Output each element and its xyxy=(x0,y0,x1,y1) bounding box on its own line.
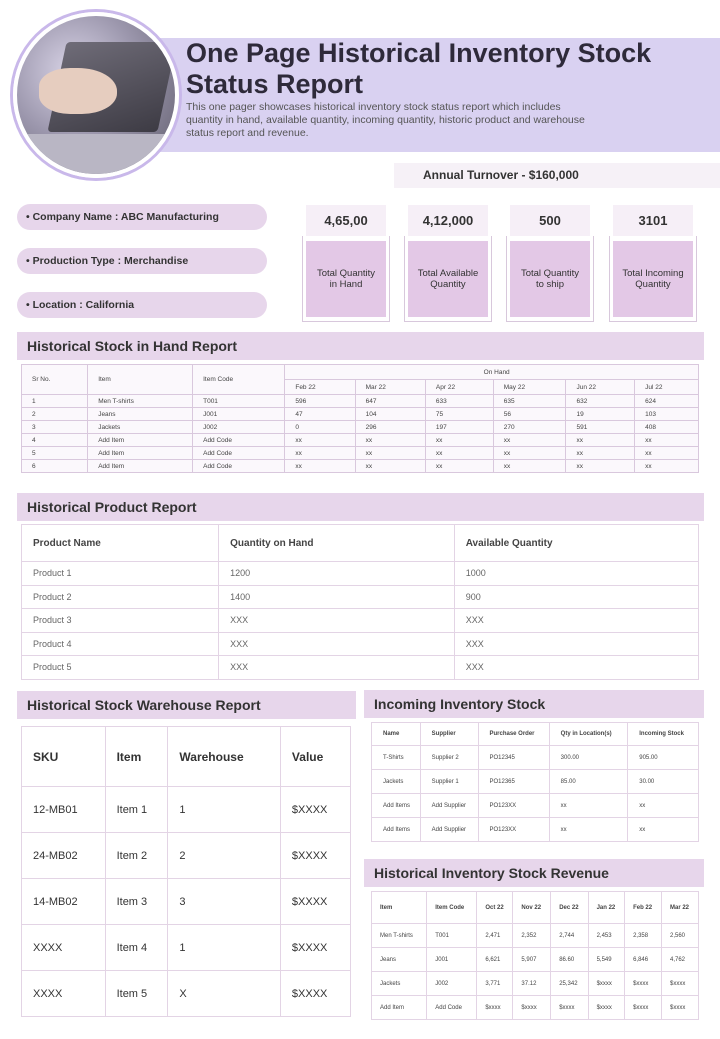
table-header-row xyxy=(372,892,699,924)
page-title: One Page Historical Inventory Stock Status Report xyxy=(186,38,652,99)
table-header: Qty in Location(s) xyxy=(549,723,628,746)
table-cell: Supplier 1 xyxy=(420,770,478,794)
table-cell: 4,762 xyxy=(662,948,699,972)
table-cell: 47 xyxy=(285,408,355,421)
table-cell: xx xyxy=(425,460,493,473)
company-name: Company Name : ABC Manufacturing xyxy=(32,211,219,223)
table-cell: J001 xyxy=(427,948,477,972)
table-header: Mar 22 xyxy=(662,892,699,924)
table-row xyxy=(22,421,699,434)
stat-value: 3101 xyxy=(613,205,693,236)
warehouse-report-table xyxy=(21,726,351,1017)
table-cell: 56 xyxy=(493,408,566,421)
table-header: May 22 xyxy=(493,380,566,395)
table-cell: 6,621 xyxy=(477,948,513,972)
table-cell: Product 3 xyxy=(22,609,219,633)
table-cell: xx xyxy=(493,434,566,447)
table-cell: 4 xyxy=(22,434,88,447)
table-cell: Product 5 xyxy=(22,656,219,680)
table-header: Item xyxy=(88,365,193,395)
table-cell: xx xyxy=(549,794,628,818)
table-cell: 5 xyxy=(22,447,88,460)
stat-card xyxy=(510,205,590,313)
table-cell: 3 xyxy=(168,879,281,925)
table-cell: PO123XX xyxy=(478,794,549,818)
table-cell: Add Supplier xyxy=(420,794,478,818)
table-cell: 86.60 xyxy=(551,948,588,972)
location-pill: • Location : California xyxy=(17,292,267,318)
revenue-table xyxy=(371,891,699,1020)
section-title-revenue: Historical Inventory Stock Revenue xyxy=(364,859,704,887)
table-cell: XXX xyxy=(454,632,698,656)
stat-card xyxy=(408,205,488,313)
table-row xyxy=(22,562,699,586)
table-cell: X xyxy=(168,971,281,1017)
table-cell: 1 xyxy=(22,395,88,408)
stat-card xyxy=(306,205,386,313)
table-cell: Add Items xyxy=(372,818,421,842)
table-row xyxy=(22,787,351,833)
table-row xyxy=(22,971,351,1017)
table-cell: XXX xyxy=(454,609,698,633)
laptop-photo xyxy=(13,12,179,178)
table-cell: 408 xyxy=(635,421,699,434)
table-cell: Product 4 xyxy=(22,632,219,656)
table-header: Supplier xyxy=(420,723,478,746)
table-cell: Supplier 2 xyxy=(420,746,478,770)
incoming-stock-table xyxy=(371,722,699,842)
table-cell: XXX xyxy=(219,609,455,633)
table-header-row xyxy=(372,723,699,746)
table-group-header: On Hand xyxy=(285,365,699,380)
table-cell: 12-MB01 xyxy=(22,787,106,833)
table-header: Mar 22 xyxy=(355,380,425,395)
table-cell: Jackets xyxy=(372,972,427,996)
table-cell: 30.00 xyxy=(628,770,699,794)
table-cell: 596 xyxy=(285,395,355,408)
table-row xyxy=(372,818,699,842)
table-cell: Jackets xyxy=(372,770,421,794)
table-row xyxy=(372,948,699,972)
table-cell: xx xyxy=(355,434,425,447)
table-cell: 19 xyxy=(566,408,635,421)
production-type-pill: • Production Type : Merchandise xyxy=(17,248,267,274)
table-header: Jul 22 xyxy=(635,380,699,395)
table-cell: 3 xyxy=(22,421,88,434)
table-cell: Item 2 xyxy=(105,833,168,879)
table-cell: Add Items xyxy=(372,794,421,818)
section-title-stock-in-hand: Historical Stock in Hand Report xyxy=(17,332,704,360)
table-header: Dec 22 xyxy=(551,892,588,924)
table-cell: Product 2 xyxy=(22,585,219,609)
stat-value: 500 xyxy=(510,205,590,236)
table-header: Value xyxy=(280,727,350,787)
table-header-row xyxy=(22,525,699,562)
table-cell: Add Code xyxy=(193,460,285,473)
table-header: Item xyxy=(105,727,168,787)
stock-in-hand-table xyxy=(21,364,699,473)
table-cell: xx xyxy=(285,434,355,447)
table-cell: Add Code xyxy=(193,447,285,460)
table-cell: $xxxx xyxy=(477,996,513,1020)
table-cell: 14-MB02 xyxy=(22,879,106,925)
table-cell: 635 xyxy=(493,395,566,408)
table-cell: Item 1 xyxy=(105,787,168,833)
table-cell: Jeans xyxy=(372,948,427,972)
table-cell: xx xyxy=(628,794,699,818)
table-header: Purchase Order xyxy=(478,723,549,746)
table-cell: Men T-shirts xyxy=(372,924,427,948)
table-cell: 6,846 xyxy=(625,948,662,972)
table-cell: J002 xyxy=(427,972,477,996)
table-cell: $XXXX xyxy=(280,879,350,925)
table-cell: 5,549 xyxy=(588,948,625,972)
table-header: Nov 22 xyxy=(513,892,551,924)
table-cell: 2,560 xyxy=(662,924,699,948)
table-cell: T-Shirts xyxy=(372,746,421,770)
table-cell: $xxxx xyxy=(662,996,699,1020)
table-row xyxy=(22,460,699,473)
table-cell: 1 xyxy=(168,925,281,971)
table-header: Jun 22 xyxy=(566,380,635,395)
table-cell: XXX xyxy=(219,632,455,656)
table-cell: 270 xyxy=(493,421,566,434)
table-cell: xx xyxy=(285,460,355,473)
table-cell: PO12345 xyxy=(478,746,549,770)
table-cell: 2,358 xyxy=(625,924,662,948)
table-cell: Item 5 xyxy=(105,971,168,1017)
table-cell: xx xyxy=(635,447,699,460)
stat-value: 4,65,00 xyxy=(306,205,386,236)
stock-in-hand-body xyxy=(22,395,699,473)
production-type: Production Type : Merchandise xyxy=(32,255,189,267)
table-cell: J001 xyxy=(193,408,285,421)
table-cell: xx xyxy=(628,818,699,842)
table-cell: 0 xyxy=(285,421,355,434)
table-header: SKU xyxy=(22,727,106,787)
table-cell: $XXXX xyxy=(280,971,350,1017)
table-cell: 103 xyxy=(635,408,699,421)
table-cell: xx xyxy=(566,434,635,447)
table-cell: 900 xyxy=(454,585,698,609)
table-cell: 2,471 xyxy=(477,924,513,948)
table-cell: xx xyxy=(635,460,699,473)
stat-label: Total Incoming Quantity xyxy=(613,241,693,317)
table-header: Item xyxy=(372,892,427,924)
table-row xyxy=(22,833,351,879)
table-header: Warehouse xyxy=(168,727,281,787)
table-row xyxy=(22,408,699,421)
location: Location : California xyxy=(32,299,135,311)
table-cell: 24-MB02 xyxy=(22,833,106,879)
desk-shape xyxy=(17,134,179,178)
table-row xyxy=(372,924,699,948)
table-cell: PO12365 xyxy=(478,770,549,794)
table-cell: T001 xyxy=(193,395,285,408)
table-cell: xx xyxy=(425,447,493,460)
table-cell: Add Item xyxy=(88,460,193,473)
table-header: Product Name xyxy=(22,525,219,562)
table-cell: 591 xyxy=(566,421,635,434)
table-cell: 1 xyxy=(168,787,281,833)
table-header: Apr 22 xyxy=(425,380,493,395)
table-cell: xx xyxy=(285,447,355,460)
table-row xyxy=(372,996,699,1020)
table-row xyxy=(372,770,699,794)
table-cell: Men T-shirts xyxy=(88,395,193,408)
table-cell: 3,771 xyxy=(477,972,513,996)
table-cell: XXXX xyxy=(22,971,106,1017)
table-cell: XXX xyxy=(454,656,698,680)
table-cell: 37.12 xyxy=(513,972,551,996)
table-cell: Item 4 xyxy=(105,925,168,971)
table-cell: 624 xyxy=(635,395,699,408)
table-row xyxy=(22,395,699,408)
table-cell: $xxxx xyxy=(513,996,551,1020)
company-name-pill: • Company Name : ABC Manufacturing xyxy=(17,204,267,230)
table-cell: 2,352 xyxy=(513,924,551,948)
table-header: Feb 22 xyxy=(285,380,355,395)
table-cell: $xxxx xyxy=(588,996,625,1020)
table-cell: xx xyxy=(493,460,566,473)
table-header: Quantity on Hand xyxy=(219,525,455,562)
table-cell: xx xyxy=(355,460,425,473)
section-title-incoming-stock: Incoming Inventory Stock xyxy=(364,690,704,718)
table-row xyxy=(22,609,699,633)
table-row xyxy=(372,972,699,996)
table-cell: 1000 xyxy=(454,562,698,586)
table-header: Item Code xyxy=(193,365,285,395)
table-cell: Product 1 xyxy=(22,562,219,586)
table-row xyxy=(22,656,699,680)
table-cell: 300.00 xyxy=(549,746,628,770)
table-cell: 632 xyxy=(566,395,635,408)
table-cell: Add Code xyxy=(427,996,477,1020)
table-cell: XXX xyxy=(219,656,455,680)
table-cell: $xxxx xyxy=(662,972,699,996)
table-cell: xx xyxy=(566,447,635,460)
table-cell: xx xyxy=(635,434,699,447)
table-row xyxy=(372,746,699,770)
table-cell: 2,453 xyxy=(588,924,625,948)
table-cell: 2,744 xyxy=(551,924,588,948)
table-cell: $xxxx xyxy=(625,972,662,996)
table-cell: 647 xyxy=(355,395,425,408)
table-row xyxy=(22,434,699,447)
annual-turnover: Annual Turnover - $160,000 xyxy=(394,163,720,188)
table-cell: $xxxx xyxy=(551,996,588,1020)
table-row xyxy=(372,794,699,818)
table-row xyxy=(22,925,351,971)
table-cell: xx xyxy=(425,434,493,447)
table-cell: 25,342 xyxy=(551,972,588,996)
table-cell: Jackets xyxy=(88,421,193,434)
table-row xyxy=(22,447,699,460)
table-cell: $xxxx xyxy=(625,996,662,1020)
table-cell: 2 xyxy=(168,833,281,879)
table-cell: 633 xyxy=(425,395,493,408)
table-cell: Add Code xyxy=(193,434,285,447)
page-subtitle: This one pager showcases historical inventory stock status report which includes quantity in hand, available quantity, incoming quantity, historic product and warehouse status report and revenue. xyxy=(186,101,585,139)
table-row xyxy=(22,879,351,925)
table-cell: $xxxx xyxy=(588,972,625,996)
table-cell: XXXX xyxy=(22,925,106,971)
stat-label: Total Quantity in Hand xyxy=(306,241,386,317)
table-header: Item Code xyxy=(427,892,477,924)
table-header: Feb 22 xyxy=(625,892,662,924)
table-cell: 1400 xyxy=(219,585,455,609)
table-header-row xyxy=(22,727,351,787)
table-header: Sr No. xyxy=(22,365,88,395)
table-cell: Item 3 xyxy=(105,879,168,925)
table-header: Jan 22 xyxy=(588,892,625,924)
table-cell: Add Item xyxy=(88,434,193,447)
table-cell: 905.00 xyxy=(628,746,699,770)
table-header: Name xyxy=(372,723,421,746)
table-cell: Jeans xyxy=(88,408,193,421)
table-cell: T001 xyxy=(427,924,477,948)
table-cell: $XXXX xyxy=(280,833,350,879)
table-cell: xx xyxy=(493,447,566,460)
table-cell: 104 xyxy=(355,408,425,421)
table-cell: Add Item xyxy=(372,996,427,1020)
table-cell: xx xyxy=(549,818,628,842)
table-cell: $XXXX xyxy=(280,787,350,833)
table-cell: 85.00 xyxy=(549,770,628,794)
table-cell: 296 xyxy=(355,421,425,434)
table-cell: 2 xyxy=(22,408,88,421)
table-cell: 75 xyxy=(425,408,493,421)
table-cell: 1200 xyxy=(219,562,455,586)
table-header: Oct 22 xyxy=(477,892,513,924)
table-cell: 6 xyxy=(22,460,88,473)
product-report-table xyxy=(21,524,699,680)
table-header: Available Quantity xyxy=(454,525,698,562)
table-cell: 5,907 xyxy=(513,948,551,972)
table-cell: $XXXX xyxy=(280,925,350,971)
section-title-product-report: Historical Product Report xyxy=(17,493,704,521)
stat-card xyxy=(613,205,693,313)
table-cell: PO123XX xyxy=(478,818,549,842)
hand-shape xyxy=(39,68,117,114)
table-header: Incoming Stock xyxy=(628,723,699,746)
table-cell: Add Supplier xyxy=(420,818,478,842)
table-cell: Add Item xyxy=(88,447,193,460)
stat-label: Total Quantity to ship xyxy=(510,241,590,317)
stat-value: 4,12,000 xyxy=(408,205,488,236)
table-cell: 197 xyxy=(425,421,493,434)
table-row xyxy=(22,632,699,656)
table-cell: xx xyxy=(355,447,425,460)
table-cell: xx xyxy=(566,460,635,473)
table-cell: J002 xyxy=(193,421,285,434)
section-title-warehouse-report: Historical Stock Warehouse Report xyxy=(17,691,356,719)
stat-label: Total Available Quantity xyxy=(408,241,488,317)
table-row xyxy=(22,585,699,609)
